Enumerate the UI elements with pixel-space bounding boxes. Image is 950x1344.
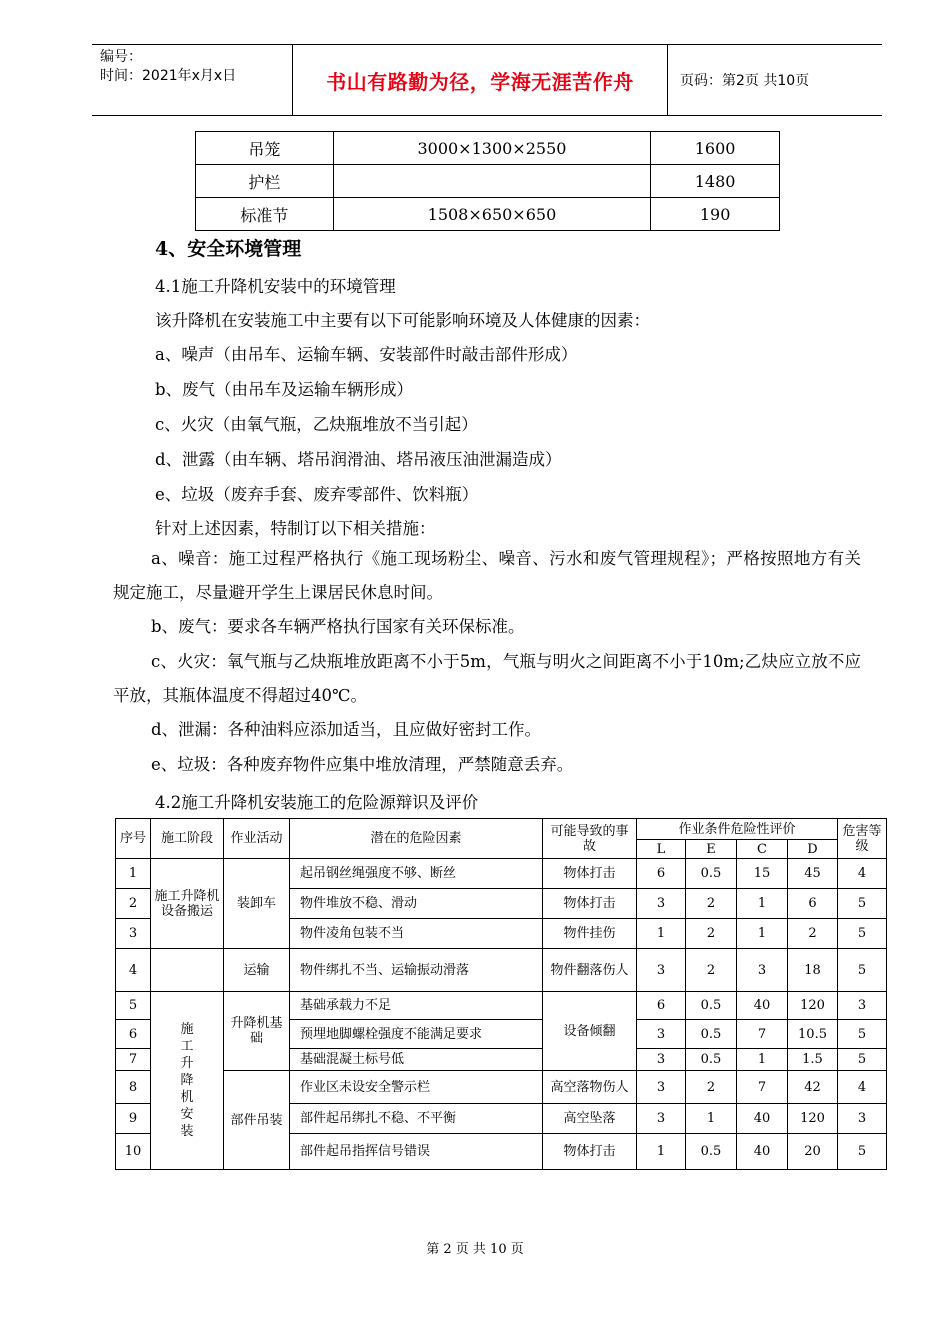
header-E: E — [686, 840, 737, 859]
D-cell: 6 — [788, 889, 838, 919]
D-cell: 45 — [788, 859, 838, 889]
header-page-info: 页码：第2页 共10页 — [680, 73, 810, 89]
E-cell: 2 — [686, 1071, 737, 1104]
row-no: 3 — [116, 919, 151, 949]
accident-cell: 设备倾翻 — [543, 992, 637, 1071]
L-cell: 6 — [637, 859, 686, 889]
L-cell: 6 — [637, 992, 686, 1020]
header-level: 危害等级 — [838, 819, 887, 859]
row-no: 2 — [116, 889, 151, 919]
accident-cell: 物体打击 — [543, 859, 637, 889]
row-no: 1 — [116, 859, 151, 889]
table-row — [196, 198, 780, 231]
intro-text: 该升降机在安装施工中主要有以下可能影响环境及人体健康的因素： — [155, 311, 650, 330]
page-header — [92, 44, 882, 116]
header-meta — [92, 45, 292, 115]
stage-cell — [151, 949, 224, 992]
factor-item: e、垃圾（废弃手套、废弃零部件、饮料瓶） — [155, 485, 479, 504]
number-label: 编号： — [100, 49, 142, 65]
D-cell: 42 — [788, 1071, 838, 1104]
accident-cell: 高空坠落 — [543, 1104, 637, 1134]
row-no: 8 — [116, 1071, 151, 1104]
measure-item: e、垃圾：各种废弃物件应集中堆放清理，严禁随意丢弃。 — [151, 755, 574, 774]
row-no: 9 — [116, 1104, 151, 1134]
C-cell: 1 — [737, 889, 788, 919]
spec-name: 护栏 — [196, 165, 334, 198]
header-no: 序号 — [116, 819, 151, 859]
E-cell: 2 — [686, 889, 737, 919]
level-cell: 4 — [838, 859, 887, 889]
spec-weight: 190 — [651, 198, 780, 231]
E-cell: 0.5 — [686, 1134, 737, 1170]
L-cell: 3 — [637, 889, 686, 919]
section-title: 4、安全环境管理 — [155, 238, 302, 260]
C-cell: 3 — [737, 949, 788, 992]
activity-cell: 装卸车 — [224, 859, 290, 949]
E-cell: 2 — [686, 919, 737, 949]
D-cell: 20 — [788, 1134, 838, 1170]
table-row — [116, 859, 887, 889]
subsection-title: 4.2施工升降机安装施工的危险源辩识及评价 — [155, 793, 479, 812]
level-cell: 5 — [838, 1134, 887, 1170]
header-motto: 书山有路勤为径，学海无涯苦作舟 — [292, 45, 668, 115]
spec-size: 1508×650×650 — [333, 198, 651, 231]
page-footer: 第 2 页 共 10 页 — [426, 1242, 524, 1257]
risk-table — [115, 818, 887, 1170]
L-cell: 3 — [637, 1104, 686, 1134]
level-cell: 5 — [838, 889, 887, 919]
table-row — [196, 132, 780, 165]
C-cell: 40 — [737, 1104, 788, 1134]
D-cell: 10.5 — [788, 1020, 838, 1049]
hazard-cell: 物件绑扎不当、运输振动滑落 — [290, 949, 543, 992]
D-cell: 120 — [788, 1104, 838, 1134]
accident-cell: 物件挂伤 — [543, 919, 637, 949]
row-no: 5 — [116, 992, 151, 1020]
header-stage: 施工阶段 — [151, 819, 224, 859]
D-cell: 120 — [788, 992, 838, 1020]
L-cell: 3 — [637, 1071, 686, 1104]
activity-cell: 运输 — [224, 949, 290, 992]
row-no: 4 — [116, 949, 151, 992]
E-cell: 0.5 — [686, 992, 737, 1020]
C-cell: 1 — [737, 919, 788, 949]
hazard-cell: 预埋地脚螺栓强度不能满足要求 — [290, 1020, 543, 1049]
measure-item: d、泄漏：各种油料应添加适当，且应做好密封工作。 — [151, 720, 542, 739]
spec-size — [333, 165, 651, 198]
C-cell: 40 — [737, 1134, 788, 1170]
hazard-cell: 起吊钢丝绳强度不够、断丝 — [290, 859, 543, 889]
spec-table — [195, 131, 780, 231]
spec-name: 吊笼 — [196, 132, 334, 165]
E-cell: 0.5 — [686, 1020, 737, 1049]
level-cell: 5 — [838, 949, 887, 992]
E-cell: 1 — [686, 1104, 737, 1134]
E-cell: 0.5 — [686, 859, 737, 889]
accident-cell: 高空落物伤人 — [543, 1071, 637, 1104]
hazard-cell: 部件起吊指挥信号错误 — [290, 1134, 543, 1170]
header-eval: 作业条件危险性评价 — [637, 819, 838, 840]
level-cell: 3 — [838, 1104, 887, 1134]
accident-cell: 物体打击 — [543, 889, 637, 919]
row-no: 10 — [116, 1134, 151, 1170]
L-cell: 3 — [637, 949, 686, 992]
header-accident: 可能导致的事故 — [543, 819, 637, 859]
hazard-cell: 作业区未设安全警示栏 — [290, 1071, 543, 1104]
D-cell: 1.5 — [788, 1049, 838, 1071]
factor-item: a、噪声（由吊车、运输车辆、安装部件时敲击部件形成） — [155, 345, 578, 364]
table-row — [116, 1071, 887, 1104]
row-no: 6 — [116, 1020, 151, 1049]
measure-item: a、噪音：施工过程严格执行《施工现场粉尘、噪音、污水和废气管理规程》；严格按照地方有关规定施工，尽量避开学生上课居民休息时间。 — [113, 549, 861, 602]
E-cell: 2 — [686, 949, 737, 992]
spec-weight: 1600 — [651, 132, 780, 165]
D-cell: 2 — [788, 919, 838, 949]
measure-item: b、废气：要求各车辆严格执行国家有关环保标准。 — [151, 617, 525, 636]
factor-item: b、废气（由吊车及运输车辆形成） — [155, 380, 414, 399]
table-row — [116, 992, 887, 1020]
header-C: C — [737, 840, 788, 859]
C-cell: 15 — [737, 859, 788, 889]
L-cell: 3 — [637, 1049, 686, 1071]
C-cell: 1 — [737, 1049, 788, 1071]
level-cell: 4 — [838, 1071, 887, 1104]
factor-item: c、火灾（由氧气瓶，乙炔瓶堆放不当引起） — [155, 415, 478, 434]
level-cell: 5 — [838, 919, 887, 949]
L-cell: 3 — [637, 1020, 686, 1049]
hazard-cell: 部件起吊绑扎不稳、不平衡 — [290, 1104, 543, 1134]
C-cell: 40 — [737, 992, 788, 1020]
header-hazard: 潜在的危险因素 — [290, 819, 543, 859]
activity-cell: 升降机基础 — [224, 992, 290, 1071]
subsection-title: 4.1施工升降机安装中的环境管理 — [155, 277, 396, 296]
stage-cell: 施工升降机设备搬运 — [151, 859, 224, 949]
C-cell: 7 — [737, 1071, 788, 1104]
header-L: L — [637, 840, 686, 859]
hazard-cell: 物件凌角包装不当 — [290, 919, 543, 949]
activity-cell: 部件吊装 — [224, 1071, 290, 1170]
accident-cell: 物件翻落伤人 — [543, 949, 637, 992]
level-cell: 5 — [838, 1020, 887, 1049]
stage-cell: 施工升降机安装 — [151, 992, 224, 1170]
factor-item: d、泄露（由车辆、塔吊润滑油、塔吊液压油泄漏造成） — [155, 450, 562, 469]
time-label: 时间：2021年x月x日 — [100, 68, 237, 84]
E-cell: 0.5 — [686, 1049, 737, 1071]
L-cell: 1 — [637, 919, 686, 949]
row-no: 7 — [116, 1049, 151, 1071]
level-cell: 3 — [838, 992, 887, 1020]
table-row — [116, 949, 887, 992]
spec-name: 标准节 — [196, 198, 334, 231]
spec-weight: 1480 — [651, 165, 780, 198]
measure-item: c、火灾：氧气瓶与乙炔瓶堆放距离不小于5m，气瓶与明火之间距离不小于10m;乙炔应立放不应平放，其瓶体温度不得超过40℃。 — [113, 652, 861, 705]
header-D: D — [788, 840, 838, 859]
level-cell: 5 — [838, 1049, 887, 1071]
hazard-cell: 基础混凝土标号低 — [290, 1049, 543, 1071]
table-row — [196, 165, 780, 198]
hazard-cell: 物件堆放不稳、滑动 — [290, 889, 543, 919]
header-activity: 作业活动 — [224, 819, 290, 859]
header-row — [116, 819, 887, 840]
L-cell: 1 — [637, 1134, 686, 1170]
accident-cell: 物体打击 — [543, 1134, 637, 1170]
measures-intro: 针对上述因素，特制订以下相关措施： — [155, 519, 436, 538]
spec-size: 3000×1300×2550 — [333, 132, 651, 165]
C-cell: 7 — [737, 1020, 788, 1049]
D-cell: 18 — [788, 949, 838, 992]
hazard-cell: 基础承载力不足 — [290, 992, 543, 1020]
